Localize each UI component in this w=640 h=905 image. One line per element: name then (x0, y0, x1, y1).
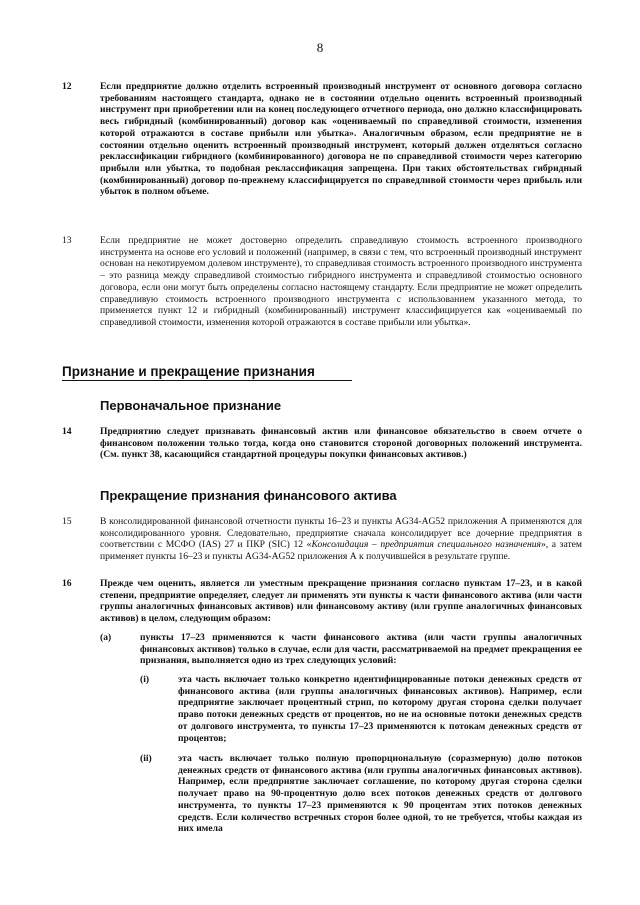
paragraph-number: 16 (62, 578, 72, 589)
paragraph-number: 14 (62, 426, 72, 437)
subparagraph-label: (ii) (140, 753, 152, 764)
paragraph-14 (62, 426, 582, 461)
paragraph-15 (62, 516, 582, 563)
paragraph-text: Прежде чем оценить, является ли уместным прекращение признания согласно пунктам 17–23, и в какой степени, предприятие определяет, следует ли применять эти пункты к части финансового актива (или части группы аналогичных финансовых активов) или финансовому активу (или группе аналогичных финансовых активов) в целом, следующим образом: (100, 578, 582, 625)
subparagraph-a (100, 632, 582, 667)
subparagraph-label: (a) (100, 632, 112, 643)
paragraph-text: Если предприятие должно отделить встроенный производный инструмент от основного договора согласно требованиям настоящего стандарта, однако не в состоянии отдельно оценить встроенный производный инструмент при приобретении или на конец последующего отчетного периода, оно должно классифицировать весь гибридный (комбинированный) договор как «оцениваемый по справедливой стоимости, изменения которой отражаются в составе прибыли или убытка». Аналогичным образом, если предприятие не в состоянии отдельно оценить встроенный производный инструмент, который должен отделяться согласно реклассификации гибридного (комбинированного) договора не по справедливой стоимости через категорию прибыли или убытка, то подобная реклассификация запрещена. При таких обстоятельствах гибридный (комбинированный) договор по-прежнему классифицируется по справедливой стоимости через прибыль или убыток в полном объеме. (100, 81, 582, 198)
paragraph-number: 15 (62, 516, 72, 527)
paragraph-16 (62, 578, 582, 625)
subparagraph-i (140, 674, 582, 744)
paragraph-number: 13 (62, 235, 72, 246)
subparagraph-text: пункты 17–23 применяются к части финансового актива (или части группы аналогичных финансовых активов) только в случае, если для части, рассматриваемой на предмет прекращения ее признания, выполняется одно из трех следующих условий: (140, 632, 582, 667)
subparagraph-ii (140, 753, 582, 835)
subheading-derecognition: Прекращение признания финансового актива (100, 488, 397, 503)
paragraph-text: Если предприятие не может достоверно определить справедливую стоимость встроенного производного инструмента на основе его условий и положений (например, в связи с тем, что встроенный производный инструмент основан на некотируемом долевом инструменте), то справедливая стоимость встроенного производного инструмента – это разница между справедливой стоимостью гибридного инструмента и справедливой стоимостью основного договора, если они могут быть определены согласно настоящему стандарту. Если предприятие не может определить справедливую стоимость встроенного производного инструмента с использованием указанного метода, то применяется пункт 12 и гибридный (комбинированный) инструмент классифицируется как «оцениваемый по справедливой стоимости, изменения которой отражаются в составе прибыли или убытка». (100, 235, 582, 328)
paragraph-text: Предприятию следует признавать финансовый актив или финансовое обязательство в своем отчете о финансовом положении только тогда, когда оно становится стороной договорных положений инструмента. (См. пункт 38, касающийся стандартной процедуры покупки финансовых активов.) (100, 426, 582, 461)
section-heading: Признание и прекращение признания (62, 364, 352, 381)
subparagraph-text: эта часть включает только конкретно идентифицированные потоки денежных средств от финансового актива (или группы аналогичных финансовых активов). Например, если предприятие заключает процентный стрип, по которому другая сторона сделки получает право потоки денежных средств от процентов, но не на основные потоки денежных средств от долгового инструмента, то пункты 17–23 применяются к потокам денежных средств от процентов; (178, 674, 582, 744)
subparagraph-text: эта часть включает только полную пропорциональную (соразмерную) долю потоков денежных средств от финансового актива (или группы аналогичных финансовых активов). Например, если предприятие заключает соглашение, по которому другая сторона сделки получает право на 90-процентную долю всех потоков денежных средств от долгового инструмента, то пункты 17–23 применяются к 90 процентам этих потоков денежных средств. Если количество встречных сторон более одной, то не требуется, чтобы каждая из них имела (178, 753, 582, 835)
paragraph-12 (62, 81, 582, 198)
paragraph-13 (62, 235, 582, 329)
page-number: 8 (316, 40, 324, 55)
subparagraph-label: (i) (140, 674, 150, 685)
paragraph-number: 12 (62, 81, 72, 92)
subheading-initial-recognition: Первоначальное признание (100, 398, 282, 413)
paragraph-text: В консолидированной финансовой отчетности пункты 16–23 и пункты AG34-AG52 приложения А применяются для консолидированного уровня. Следовательно, предприятие сначала консолидирует все дочерние предприятия в соответствии с МСФО (IAS) 27 и ПКР (SIC) 12 «Консолидация – предприятия специального назначения», а затем применяет пункты 16–23 и пункты AG34-AG52 приложения А к получившейся в результате группе. (100, 516, 582, 563)
italic-title: Консолидация – предприятия специального назначения (311, 539, 541, 551)
